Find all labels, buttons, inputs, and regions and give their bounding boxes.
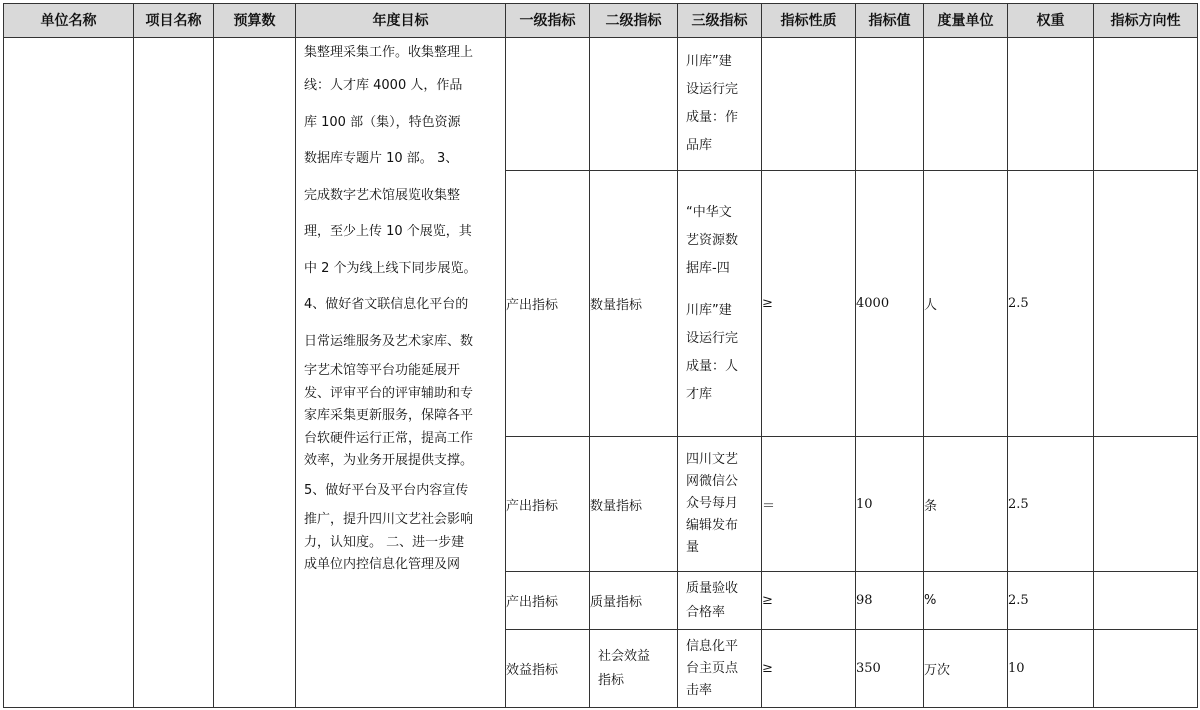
weight-cell [1008,38,1094,171]
annual-goal-line: 推广，提升四川文艺社会影响 [304,512,474,527]
level1-cell: 产出指标 [506,572,590,630]
header-unit: 度量单位 [924,4,1008,38]
annual-goal-line: 4、做好省文联信息化平台的 [304,297,469,312]
header-annual-goal: 年度目标 [296,4,506,38]
weight-cell: 10 [1008,630,1094,708]
annual-goal-line: 数据库专题片 10 部。 3、 [304,151,459,166]
weight-cell: 2.5 [1008,572,1094,630]
annual-goal-line: 台软硬件运行正常，提高工作 [304,430,474,446]
indicator-line: 指标 [598,672,625,688]
header-nature: 指标性质 [762,4,856,38]
indicator-line: 合格率 [686,604,726,620]
project-name-cell [134,38,214,708]
header-unit-name: 单位名称 [4,4,134,38]
indicator-line: 设运行完 [686,82,739,97]
level1-cell [506,38,590,171]
annual-goal-line: 理，至少上传 10 个展览，其 [304,224,472,239]
level3-cell [678,630,762,708]
indicator-line: 击率 [686,682,713,698]
level1-cell: 产出指标 [506,437,590,572]
annual-goal-line: 家库采集更新服务，保障各平 [304,408,474,423]
level3-text [678,199,761,409]
level1-cell: 效益指标 [506,630,590,708]
level1-cell: 产出指标 [506,171,590,437]
indicator-line: 四川文艺 [686,452,739,467]
table-row [4,38,1198,171]
indicator-line: 据库-四 [686,260,730,276]
value-cell [856,38,924,171]
unit-cell: 人 [924,171,1008,437]
annual-goal-line: 集整理采集工作。收集整理上 [304,45,474,60]
annual-goal-line: 日常运维服务及艺术家库、数 [304,333,474,349]
level3-text [678,636,761,702]
level2-cell [590,38,678,171]
indicator-line: 川库”建 [686,302,732,318]
indicator-line: 才库 [686,386,713,402]
indicator-line: 质量验收 [686,580,739,596]
indicator-line: “中华文 [686,204,732,220]
header-direction: 指标方向性 [1094,4,1198,38]
annual-goal-line: 线：人才库 4000 人，作品 [304,78,463,93]
unit-cell: 条 [924,437,1008,572]
header-project-name: 项目名称 [134,4,214,38]
level3-text [678,449,761,559]
unit-cell [924,38,1008,171]
direction-cell [1094,630,1198,708]
indicator-line: 量 [686,540,700,555]
direction-cell [1094,38,1198,171]
value-cell: 350 [856,630,924,708]
indicator-line: 编辑发布 [686,518,739,533]
indicator-line: 众号每月 [686,496,739,511]
annual-goal-line: 效率，为业务开展提供支撑。 [304,453,474,468]
level3-text [678,48,761,160]
header-level1: 一级指标 [506,4,590,38]
annual-goal-text [296,38,505,577]
indicator-line: 品库 [686,138,713,153]
level3-cell [678,437,762,572]
header-level3: 三级指标 [678,4,762,38]
header-level2: 二级指标 [590,4,678,38]
header-value: 指标值 [856,4,924,38]
performance-table [3,3,1198,708]
indicator-line: 设运行完 [686,330,739,346]
value-cell: 98 [856,572,924,630]
annual-goal-cell [296,38,506,708]
level3-cell [678,38,762,171]
annual-goal-line: 力，认知度。 二、进一步建 [304,534,465,550]
nature-cell: ≥ [762,171,856,437]
level3-cell [678,572,762,630]
indicator-line: 川库”建 [686,54,732,69]
weight-cell: 2.5 [1008,171,1094,437]
level2-cell: 数量指标 [590,171,678,437]
annual-goal-line: 库 100 部（集），特色资源 [304,114,461,130]
level3-cell [678,171,762,437]
value-cell: 10 [856,437,924,572]
indicator-line: 信息化平 [686,638,739,654]
header-budget: 预算数 [214,4,296,38]
nature-cell: ≥ [762,572,856,630]
header-weight: 权重 [1008,4,1094,38]
indicator-line: 艺资源数 [686,232,739,248]
nature-cell [762,38,856,171]
value-cell: 4000 [856,171,924,437]
unit-cell: % [924,572,1008,630]
unit-name-cell [4,38,134,708]
header-row [4,4,1198,38]
annual-goal-line: 字艺术馆等平台功能延展开 [304,363,461,378]
budget-cell [214,38,296,708]
indicator-line: 成量：人 [686,358,739,374]
annual-goal-line: 5、做好平台及平台内容宣传 [304,482,469,498]
level2-cell [590,630,678,708]
annual-goal-line: 发、评审平台的评审辅助和专 [304,385,474,401]
indicator-line: 台主页点 [686,660,739,676]
annual-goal-line: 成单位内控信息化管理及网 [304,557,461,572]
direction-cell [1094,572,1198,630]
level2-text [590,645,677,693]
annual-goal-line: 完成数字艺术馆展览收集整 [304,187,461,203]
direction-cell [1094,437,1198,572]
direction-cell [1094,171,1198,437]
indicator-line: 成量：作 [686,110,739,125]
indicator-line: 社会效益 [598,648,651,664]
weight-cell: 2.5 [1008,437,1094,572]
nature-cell: ＝ [762,437,856,572]
indicator-line: 网微信公 [686,474,739,489]
unit-cell: 万次 [924,630,1008,708]
nature-cell: ≥ [762,630,856,708]
level2-cell: 数量指标 [590,437,678,572]
annual-goal-line: 中 2 个为线上线下同步展览。 [304,260,477,276]
level2-cell: 质量指标 [590,572,678,630]
level3-text [678,577,761,625]
